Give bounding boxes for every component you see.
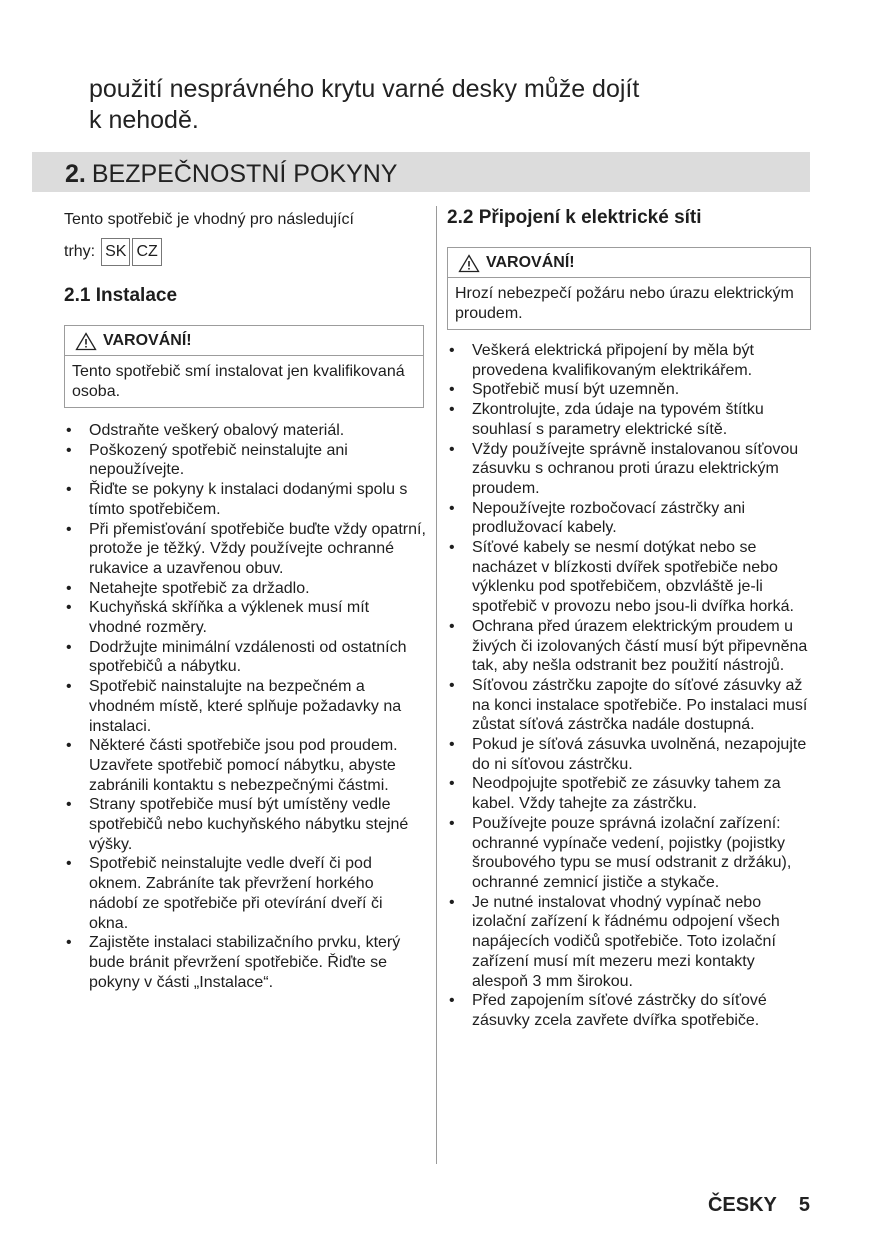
- electrical-heading: 2.2 Připojení k elektrické síti: [447, 207, 702, 228]
- intro-line-1: použití nesprávného krytu varné desky může dojít: [89, 75, 640, 103]
- list-item: • Je nutné instalovat vhodný vypínač nebo izolační zařízení k řádnému odpojení všech napájecích vodičů spotřebiče. Toto izolační zařízení musí mít mezeru mezi kontakty alespoň 3 mm širokou.: [447, 893, 811, 992]
- intro-line-2: k nehodě.: [89, 106, 199, 134]
- intro-text: [89, 74, 809, 136]
- warning-header: [65, 326, 423, 356]
- markets-text: Tento spotřebič je vhodný pro následující: [64, 211, 354, 228]
- list-item: • Síťové kabely se nesmí dotýkat nebo se nacházet v blízkosti dvířek spotřebiče nebo výklenku pod spotřebičem, obzvláště je-li spotřebič v provozu nebo jsou-li dvířka horká.: [447, 538, 811, 617]
- right-column: [447, 206, 811, 1031]
- warning-triangle-icon: [458, 254, 480, 273]
- section-number: 2.: [65, 160, 86, 188]
- warning-header: [448, 248, 810, 278]
- footer-language: ČESKY: [707, 1194, 777, 1216]
- list-item: • Spotřebič nainstalujte na bezpečném a vhodném místě, které splňuje požadavky na instalaci.: [64, 677, 426, 736]
- market-chip-sk: SK: [101, 238, 130, 266]
- markets-label: trhy:: [64, 243, 96, 260]
- left-column: [64, 206, 426, 992]
- section-title: [65, 160, 397, 188]
- list-item: • Neodpojujte spotřebič ze zásuvky tahem za kabel. Vždy tahejte za zástrčku.: [447, 774, 811, 813]
- list-item: • Odstraňte veškerý obalový materiál.: [64, 421, 426, 441]
- list-item: • Nepoužívejte rozbočovací zástrčky ani prodlužovací kabely.: [447, 499, 811, 538]
- warning-text: Tento spotřebič smí instalovat jen kvalifikovaná osoba.: [72, 363, 405, 400]
- installation-list: [64, 421, 426, 992]
- electrical-list: [447, 341, 811, 1031]
- list-item: • Kuchyňská skříňka a výklenek musí mít vhodné rozměry.: [64, 598, 426, 637]
- section-header-bar: [32, 152, 810, 192]
- list-item: • Síťovou zástrčku zapojte do síťové zásuvky až na konci instalace spotřebiče. Po instalaci musí zůstat síťová zástrčka nadále dostupná.: [447, 676, 811, 735]
- column-divider: [436, 206, 437, 1164]
- list-item: • Řiďte se pokyny k instalaci dodanými spolu s tímto spotřebičem.: [64, 480, 426, 519]
- warning-title: VAROVÁNÍ!: [486, 254, 575, 271]
- list-item: • Pokud je síťová zásuvka uvolněná, nezapojujte do ni síťovou zástrčku.: [447, 735, 811, 774]
- installation-warning-box: [64, 325, 424, 408]
- list-item: • Dodržujte minimální vzdálenosti od ostatních spotřebičů a nábytku.: [64, 638, 426, 677]
- market-chip-cz: CZ: [132, 238, 161, 266]
- list-item: • Netahejte spotřebič za držadlo.: [64, 579, 426, 599]
- list-item: • Před zapojením síťové zástrčky do síťové zásuvky zcela zavřete dvířka spotřebiče.: [447, 991, 811, 1030]
- list-item: • Zajistěte instalaci stabilizačního prvku, který bude bránit převržení spotřebiče. Řiďte se pokyny v části „Instalace“.: [64, 933, 426, 992]
- electrical-warning-box: [447, 247, 811, 330]
- list-item: • Používejte pouze správná izolační zařízení: ochranné vypínače vedení, pojistky (pojistky šroubového typu se musí odstranit z držáku), ochranné zemnicí jističe a stykače.: [447, 814, 811, 893]
- list-item: • Zkontrolujte, zda údaje na typovém štítku souhlasí s parametry elektrické sítě.: [447, 400, 811, 439]
- list-item: • Spotřebič musí být uzemněn.: [447, 380, 811, 400]
- warning-text: Hrozí nebezpečí požáru nebo úrazu elektrickým proudem.: [455, 285, 794, 322]
- warning-triangle-icon: [75, 332, 97, 351]
- list-item: • Ochrana před úrazem elektrickým proudem u živých či izolovaných částí musí být připevněna tak, aby nešla odstranit bez použití nástrojů.: [447, 617, 811, 676]
- list-item: • Spotřebič neinstalujte vedle dveří či pod oknem. Zabráníte tak převržení horkého nádobí ze spotřebiče při otevírání dveří či okna.: [64, 854, 426, 933]
- page-number: 5: [798, 1194, 810, 1216]
- list-item: • Vždy používejte správně instalovanou síťovou zásuvku s ochranou proti úrazu elektrickým proudem.: [447, 440, 811, 499]
- list-item: • Některé části spotřebiče jsou pod proudem. Uzavřete spotřebič pomocí nábytku, abyste zabránili kontaktu s nebezpečnými částmi.: [64, 736, 426, 795]
- markets-row: [64, 238, 426, 266]
- list-item: • Při přemisťování spotřebiče buďte vždy opatrní, protože je těžký. Vždy používejte ochranné rukavice a uzavřenou obuv.: [64, 520, 426, 579]
- warning-title: VAROVÁNÍ!: [103, 332, 192, 349]
- page-footer: [700, 1193, 810, 1217]
- section-title-text: BEZPEČNOSTNÍ POKYNY: [91, 160, 398, 188]
- list-item: • Strany spotřebiče musí být umístěny vedle spotřebičů nebo kuchyňského nábytku stejné výšky.: [64, 795, 426, 854]
- list-item: • Veškerá elektrická připojení by měla být provedena kvalifikovaným elektrikářem.: [447, 341, 811, 380]
- list-item: • Poškozený spotřebič neinstalujte ani nepoužívejte.: [64, 441, 426, 480]
- installation-heading: 2.1 Instalace: [64, 285, 178, 306]
